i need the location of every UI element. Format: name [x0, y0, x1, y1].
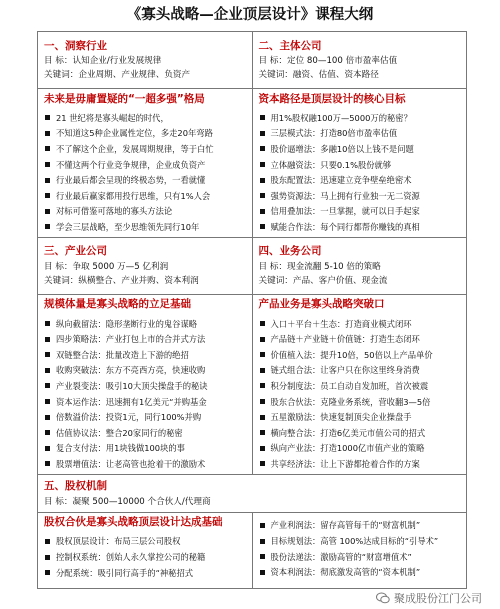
bullet-icon	[260, 523, 265, 528]
list-item	[38, 110, 252, 126]
bullet-icon	[45, 224, 50, 229]
bullet-icon	[45, 399, 50, 404]
list-item	[253, 425, 467, 441]
list-item-text: 入口＋平台＋生态：打造商业模式闭环	[270, 318, 412, 329]
section-business-company	[252, 238, 467, 294]
list-item-text: 强势资源法：马上拥有行业独一无二资源	[270, 190, 420, 201]
bullet-icon	[260, 446, 265, 451]
list-item-text: 控制权系统：创始人永久掌控公司的秘籍	[56, 552, 206, 563]
list-item-text: 收购突破法：东方不亮西方亮，快速收购	[56, 365, 206, 376]
block-product	[252, 295, 467, 474]
list-item-text: 立体融资法：只要0.1%股份就够	[270, 159, 392, 170]
list-item	[38, 549, 252, 565]
list-item-text: 复合支付法：用1块钱做100块的事	[56, 443, 185, 454]
bullet-icon	[260, 539, 265, 544]
list-item	[253, 456, 467, 472]
list-item-text: 四步策略法：产业打包上市的合并式方法	[56, 334, 206, 345]
bullet-list	[38, 107, 252, 237]
section-header: 三、产业公司	[44, 245, 107, 258]
section-goal: 目 标：现金流翻 5-10 倍的策略	[258, 261, 381, 272]
list-item-text: 估值协议法：整合20家同行的秘密	[56, 427, 183, 438]
list-item-text: 共享经济法：让上下游都抢着合作的方案	[270, 458, 420, 469]
block-header: 股权合伙是寡头战略顶层设计达成基础	[44, 516, 223, 529]
bullet-icon	[260, 430, 265, 435]
bullet-icon	[45, 321, 50, 326]
list-item-text: 用1%股权融100万—5000万的秘密？	[270, 112, 412, 123]
list-item	[253, 347, 467, 363]
list-item	[253, 331, 467, 347]
list-item	[38, 441, 252, 457]
table-row	[38, 32, 466, 89]
table-row	[38, 295, 466, 475]
bullet-icon	[45, 193, 50, 198]
list-item	[253, 141, 467, 157]
list-item-text: 双链整合法：批量改造上下游的绝招	[56, 349, 189, 360]
list-item-text: 赋能合作法：每个同行都帮你赚钱的真相	[270, 221, 420, 232]
block-capital	[252, 89, 467, 237]
table-row	[38, 475, 466, 513]
bullet-list	[253, 313, 467, 474]
list-item	[253, 549, 467, 565]
section-goal: 目 标：争取 5000 万—5 亿利润	[44, 261, 169, 272]
section-header: 五、股权机制	[44, 480, 107, 493]
list-item	[253, 172, 467, 188]
list-item	[38, 534, 252, 550]
list-item-text: 纵向截留法：隐形垄断行业的鬼谷谋略	[56, 318, 198, 329]
list-item-text: 21 世纪将是寡头崛起的时代，	[56, 112, 169, 123]
block-executive-incentive	[252, 513, 467, 589]
list-item-text: 纵向产业法：打造1000亿市值产业的策略	[270, 443, 425, 454]
wechat-icon	[376, 592, 390, 604]
list-item	[38, 316, 252, 332]
bullet-icon	[45, 555, 50, 560]
list-item-text: 股东合伙法：克隆业务系统，营收翻3—5倍	[270, 396, 431, 407]
list-item-text: 对标可借鉴可落地的寡头方法论	[56, 206, 173, 217]
list-item-text: 产业裂变法：吸引10大顶尖操盘手的秘诀	[56, 380, 208, 391]
list-item	[253, 533, 467, 549]
table-row	[38, 238, 466, 295]
list-item-text: 横向整合法：打造6亿美元市值公司的招式	[270, 427, 426, 438]
bullet-icon	[45, 539, 50, 544]
bullet-icon	[260, 115, 265, 120]
section-keywords: 关键词：融资、估值、资本路径	[258, 70, 379, 80]
watermark	[376, 590, 482, 606]
bullet-icon	[260, 383, 265, 388]
list-item-text: 不知道这5种企业属性定位，多走20年弯路	[56, 128, 213, 139]
section-keywords: 关键词：企业周期、产业规律、负资产	[44, 70, 191, 80]
list-item-text: 股票增值法：让老高管也抢着干的激励术	[56, 458, 206, 469]
bullet-icon	[260, 352, 265, 357]
section-goal: 目 标：认知企业/行业发展规律	[44, 56, 162, 66]
list-item-text: 倍数溢价法：投资1元，同行100%并购	[56, 412, 202, 423]
list-item	[253, 441, 467, 457]
section-header: 四、业务公司	[258, 245, 322, 258]
bullet-icon	[45, 209, 50, 214]
list-item-text: 股份法递法：激励高管的“财富增值术”	[270, 551, 412, 562]
list-item	[38, 204, 252, 220]
list-item-text: 股权顶层设计：布局三层公司股权	[56, 536, 181, 547]
list-item	[253, 394, 467, 410]
list-item-text: 目标规划法：高管 100%达成目标的“引导术”	[270, 536, 439, 547]
list-item	[38, 331, 252, 347]
list-item	[253, 126, 467, 142]
list-item	[38, 126, 252, 142]
list-item-text: 资本运作法：迅速拥有1亿美元“并购基金	[56, 396, 207, 407]
block-scale	[38, 295, 252, 474]
list-item-text: 五星激励法：快速复制顶尖企业操盘手	[270, 412, 412, 423]
list-item	[38, 394, 252, 410]
list-item-text: 三层模式法：打造80倍市盈率估值	[270, 128, 398, 139]
bullet-icon	[260, 570, 265, 575]
section-equity	[38, 475, 466, 512]
list-item-text: 学会三层战略，至少思维领先同行10年	[56, 221, 200, 232]
bullet-icon	[260, 224, 265, 229]
list-item-text: 积分制度法：员工自动自发加班，首次被震	[270, 380, 429, 391]
block-header: 产品业务是寡头战略突破口	[258, 298, 385, 311]
list-item	[253, 378, 467, 394]
bullet-icon	[45, 368, 50, 373]
list-item	[253, 316, 467, 332]
bullet-icon	[45, 461, 50, 466]
list-item-text: 分配系统：吸引同行高手的“神秘招式	[56, 567, 194, 578]
section-header: 二、主体公司	[258, 39, 322, 52]
bullet-icon	[45, 146, 50, 151]
bullet-icon	[260, 368, 265, 373]
watermark-text: 聚成股份江门公司	[394, 592, 482, 605]
section-main-company	[252, 32, 467, 88]
list-item-text: 价值植入法：提升10倍，50倍以上产品单价	[270, 349, 433, 360]
section-keywords: 关键词：纵横整合、产业并购、资本利润	[44, 275, 199, 286]
bullet-icon	[260, 399, 265, 404]
list-item-text: 不懂这两个行业竞争规律，企业成负资产	[56, 159, 206, 170]
bullet-icon	[45, 446, 50, 451]
bullet-icon	[260, 162, 265, 167]
list-item	[38, 188, 252, 204]
list-item-text: 不了解这个企业，发展周期规律，等于白忙	[56, 143, 214, 154]
list-item	[38, 409, 252, 425]
bullet-list	[38, 531, 252, 589]
list-item	[38, 141, 252, 157]
block-header: 未来是毋庸置疑的“一超多强”格局	[44, 92, 205, 105]
bullet-icon	[260, 337, 265, 342]
list-item	[253, 157, 467, 173]
bullet-icon	[260, 178, 265, 183]
block-oligopoly	[38, 89, 252, 237]
list-item-text: 产业利润法：留存高管每千的“财富机制”	[270, 520, 421, 531]
section-insight	[38, 32, 252, 88]
section-goal: 目 标：凝聚 500—10000 个合伙人/代理商	[44, 496, 211, 507]
bullet-list	[253, 513, 467, 588]
bullet-icon	[260, 321, 265, 326]
list-item	[38, 157, 252, 173]
bullet-icon	[45, 178, 50, 183]
list-item-text: 信用叠加法：一旦掌握，就可以日手起家	[270, 206, 420, 217]
bullet-icon	[45, 383, 50, 388]
section-goal: 目 标：定位 80—100 倍市盈率估值	[258, 56, 398, 66]
block-equity-partner	[38, 513, 252, 589]
bullet-icon	[45, 352, 50, 357]
list-item	[253, 518, 467, 534]
list-item	[38, 219, 252, 235]
list-item	[253, 204, 467, 220]
bullet-icon	[260, 193, 265, 198]
list-item	[253, 188, 467, 204]
bullet-icon	[45, 415, 50, 420]
list-item-text: 产品链＋产业链＋价值链：打造生态闭环	[270, 334, 420, 345]
bullet-icon	[260, 461, 265, 466]
bullet-icon	[45, 131, 50, 136]
list-item-text: 股价逼增法：多融10倍以上钱不是问题	[270, 143, 414, 154]
list-item	[38, 347, 252, 363]
list-item	[253, 219, 467, 235]
block-header: 规模体量是寡头战略的立足基础	[44, 298, 191, 311]
bullet-icon	[45, 570, 50, 575]
bullet-icon	[260, 415, 265, 420]
list-item	[253, 363, 467, 379]
list-item-text: 行业最后都会呈现的终极态势，一看就懂	[56, 175, 206, 186]
list-item	[38, 378, 252, 394]
section-header: 一、洞察行业	[44, 39, 107, 52]
list-item	[38, 172, 252, 188]
list-item	[253, 409, 467, 425]
bullet-icon	[260, 131, 265, 136]
syllabus-table	[37, 31, 467, 589]
block-header: 资本路径是顶层设计的核心目标	[258, 92, 406, 105]
list-item-text: 行业最后赢家都用投行思维，只有1%人会	[56, 190, 211, 201]
list-item-text: 股东配置法：迅速建立竞争壁垒绝密术	[270, 175, 412, 186]
list-item-text: 资本利润法：彻底激发高管的“资本机制”	[270, 567, 421, 578]
bullet-list	[253, 107, 467, 237]
list-item	[38, 425, 252, 441]
bullet-icon	[45, 430, 50, 435]
list-item-text: 链式组合法：让客户只在你这里终身消费	[270, 365, 420, 376]
list-item	[253, 564, 467, 580]
page-title: 《寡头战略—企业顶层设计》课程大纲	[126, 7, 374, 23]
bullet-icon	[260, 554, 265, 559]
bullet-icon	[45, 337, 50, 342]
section-keywords: 关键词：产品、客户价值、现金流	[258, 275, 388, 286]
bullet-list	[38, 313, 252, 474]
list-item	[38, 565, 252, 581]
list-item	[38, 456, 252, 472]
bullet-icon	[260, 146, 265, 151]
bullet-icon	[260, 209, 265, 214]
list-item	[38, 363, 252, 379]
list-item	[253, 110, 467, 126]
bullet-icon	[45, 162, 50, 167]
table-row	[38, 89, 466, 238]
bullet-icon	[45, 115, 50, 120]
table-row	[38, 513, 466, 589]
section-industry-company	[38, 238, 252, 294]
